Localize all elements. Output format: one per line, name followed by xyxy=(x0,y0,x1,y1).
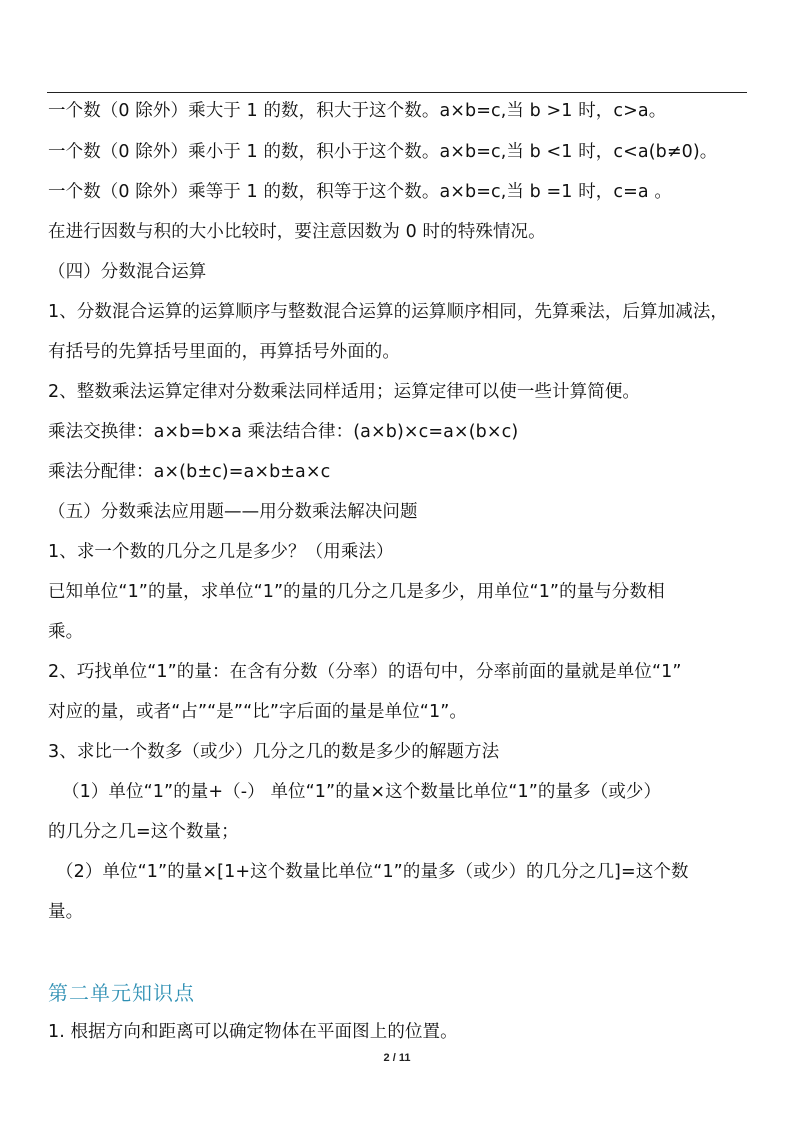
text-line: 一个数（0 除外）乘小于 1 的数，积小于这个数。a×b=c,当 b <1 时，c<a(b≠0)。 xyxy=(48,142,718,162)
page-number: 2 / 11 xyxy=(383,1052,411,1064)
subsection-title: （四）分数混合运算 xyxy=(48,262,207,282)
formula-line: 乘法交换律：a×b=b×a 乘法结合律：(a×b)×c=a×(b×c) xyxy=(48,422,519,442)
text-line: 2、巧找单位“1”的量：在含有分数（分率）的语句中，分率前面的量就是单位“1” xyxy=(48,662,682,682)
text-line: 的几分之几=这个数量； xyxy=(48,822,239,842)
header-rule xyxy=(47,92,747,93)
text-line: 在进行因数与积的大小比较时，要注意因数为 0 时的特殊情况。 xyxy=(48,222,546,242)
text-line: 有括号的先算括号里面的，再算括号外面的。 xyxy=(48,342,400,362)
text-line: 1. 根据方向和距离可以确定物体在平面图上的位置。 xyxy=(48,1022,458,1042)
section-heading: 第二单元知识点 xyxy=(48,981,195,1005)
text-line: 1、求一个数的几分之几是多少？（用乘法） xyxy=(48,542,394,562)
text-line: 1、分数混合运算的运算顺序与整数混合运算的运算顺序相同，先算乘法，后算加减法， xyxy=(48,302,729,322)
text-line: （2）单位“1”的量×[1+这个数量比单位“1”的量多（或少）的几分之几]=这个数 xyxy=(56,862,689,882)
text-line: 一个数（0 除外）乘大于 1 的数，积大于这个数。a×b=c,当 b >1 时，c>a。 xyxy=(48,101,667,121)
text-line: 2、整数乘法运算定律对分数乘法同样适用；运算定律可以使一些计算简便。 xyxy=(48,382,641,402)
text-line: 量。 xyxy=(48,902,84,922)
text-line: （1）单位“1”的量+（-） 单位“1”的量×这个数量比单位“1”的量多（或少） xyxy=(62,782,662,802)
formula-line: 乘法分配律：a×(b±c)=a×b±a×c xyxy=(48,462,331,482)
text-line: 对应的量，或者“占”“是”“比”字后面的量是单位“1”。 xyxy=(48,702,467,722)
text-line: 乘。 xyxy=(48,622,84,642)
subsection-title: （五）分数乘法应用题——用分数乘法解决问题 xyxy=(48,502,418,522)
text-line: 3、求比一个数多（或少）几分之几的数是多少的解题方法 xyxy=(48,742,500,762)
text-line: 已知单位“1”的量，求单位“1”的量的几分之几是多少，用单位“1”的量与分数相 xyxy=(48,582,665,602)
text-line: 一个数（0 除外）乘等于 1 的数，积等于这个数。a×b=c,当 b =1 时，c=a 。 xyxy=(48,182,672,202)
